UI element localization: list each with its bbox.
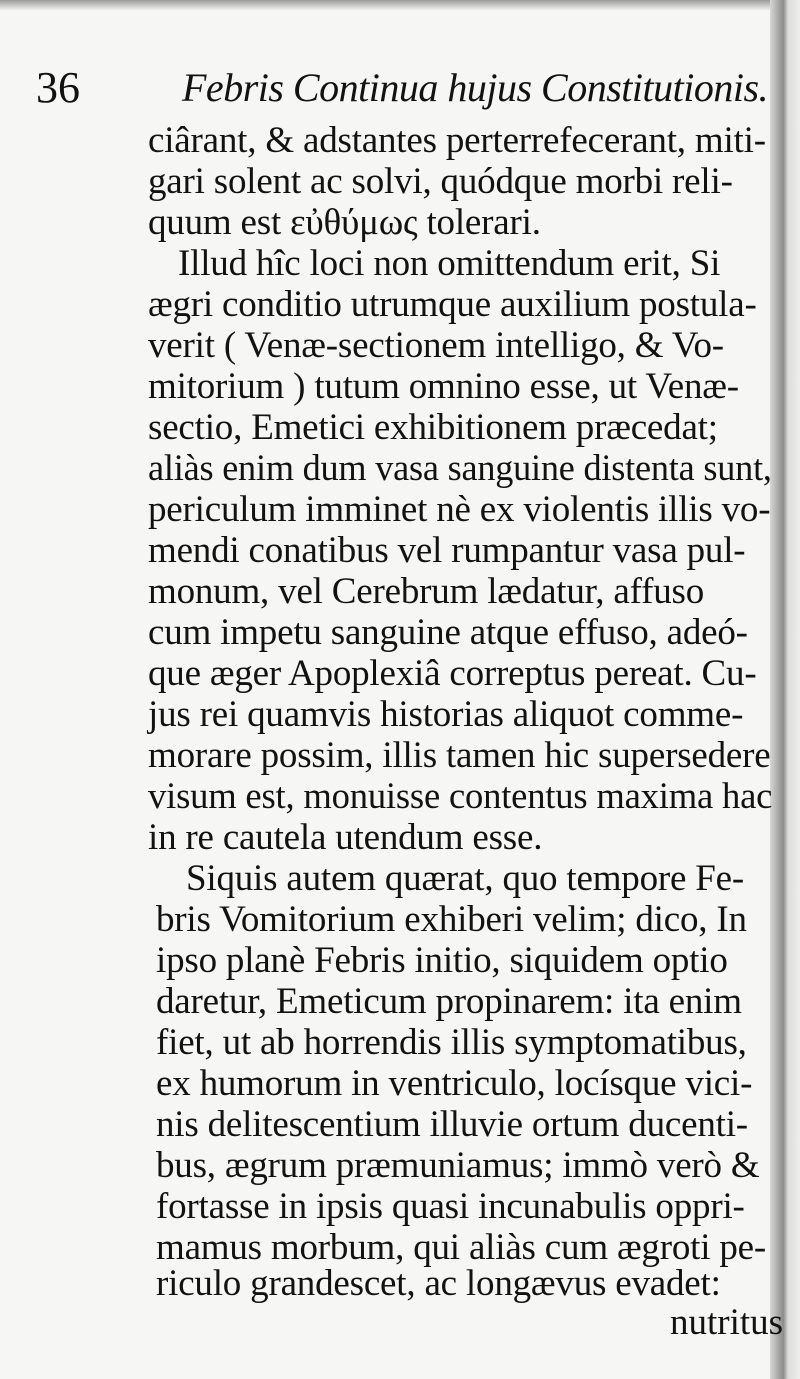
text-line: fortasse in ipsis quasi incunabulis oppri-	[156, 1186, 745, 1227]
page-gutter-shadow	[770, 0, 800, 1379]
text-line: ægri conditio utrumque auxilium postula-	[148, 284, 757, 325]
catchword: nutritus	[670, 1302, 784, 1343]
text-line: visum est, monuisse contentus maxima hac	[148, 776, 773, 817]
text-line: bus, ægrum præmuniamus; immò verò &	[156, 1145, 760, 1186]
text-line: verit ( Venæ-sectionem intelligo, & Vo-	[148, 325, 724, 366]
text-line: jus rei quamvis historias aliquot comme-	[148, 694, 744, 735]
text-line: fiet, ut ab horrendis illis symptomatibus,	[156, 1022, 747, 1063]
text-line: Illud hîc loci non omittendum erit, Si	[178, 243, 721, 284]
text-line: Siquis autem quærat, quo tempore Fe-	[186, 858, 744, 899]
text-line: mitorium ) tutum omnino esse, ut Venæ-	[148, 366, 739, 407]
text-line: aliàs enim dum vasa sanguine distenta sunt,	[148, 448, 772, 489]
page-number: 36	[36, 63, 80, 112]
text-line: daretur, Emeticum propinarem: ita enim	[156, 981, 742, 1022]
text-line: que æger Apoplexiâ correptus pereat. Cu-	[148, 653, 757, 694]
text-line: mamus morbum, qui aliàs cum ægroti pe-	[156, 1227, 767, 1268]
text-line: ex humorum in ventriculo, locísque vici-	[156, 1063, 753, 1104]
text-line: cum impetu sanguine atque effuso, adeó-	[148, 612, 748, 653]
text-line: monum, vel Cerebrum lædatur, affuso	[148, 571, 705, 612]
text-line: mendi conatibus vel rumpantur vasa pul-	[148, 530, 746, 571]
text-line: quum est εὐθύμως tolerari.	[148, 202, 541, 243]
text-line: morare possim, illis tamen hic supersedere	[148, 735, 771, 776]
text-line: riculo grandescet, ac longævus evadet:	[156, 1263, 721, 1304]
text-line: sectio, Emetici exhibitionem præcedat;	[148, 407, 718, 448]
text-line: periculum imminet nè ex violentis illis vo-	[148, 489, 771, 530]
text-line: ipso planè Febris initio, siquidem optio	[156, 940, 728, 981]
text-line: bris Vomitorium exhiberi velim; dico, In	[156, 899, 747, 940]
running-head: Febris Continua hujus Constitutionis.	[182, 65, 769, 110]
text-line: nis delitescentium illuvie ortum ducenti-	[156, 1104, 748, 1145]
text-line: in re cautela utendum esse.	[148, 817, 543, 858]
page-top-edge	[0, 0, 800, 10]
text-line: gari solent ac solvi, quódque morbi reli-	[148, 161, 733, 202]
text-line: ciârant, & adstantes perterrefecerant, miti-	[148, 120, 766, 161]
